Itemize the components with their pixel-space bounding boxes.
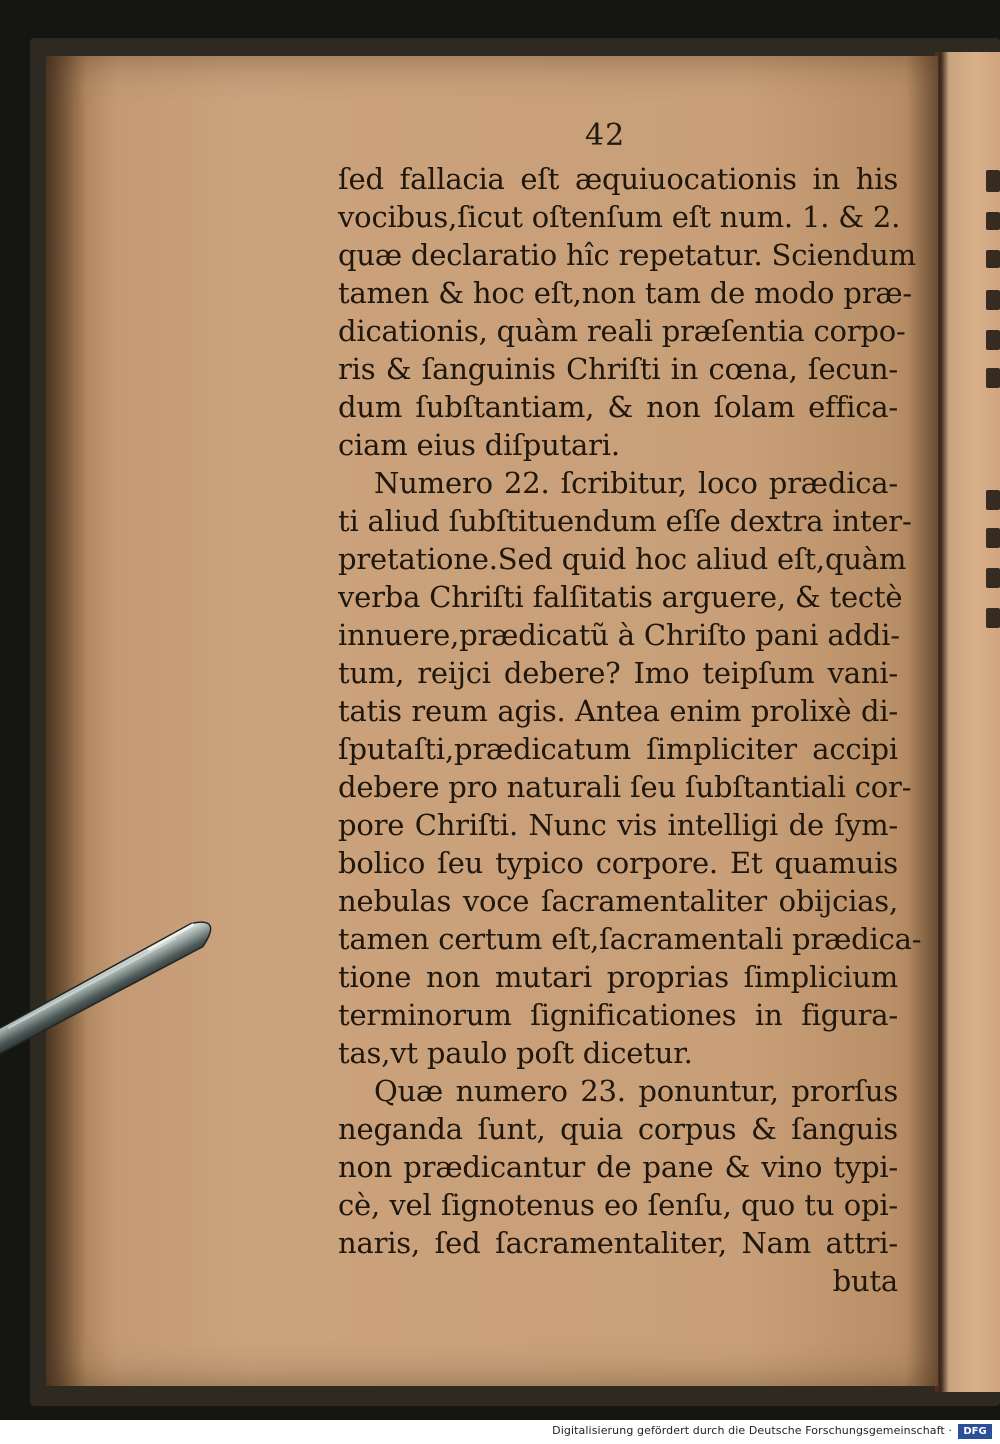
text-line: nebulas voce ſacramentaliter obijcias, <box>338 884 898 918</box>
footer-bar <box>0 1420 1000 1444</box>
text-line: quæ declaratio hîc repetatur. Sciendum <box>338 238 916 272</box>
text-line: cè, vel ſignotenus eo ſenſu, quo tu opi- <box>338 1188 898 1222</box>
text-line: tas,vt paulo poſt dicetur. <box>338 1036 693 1070</box>
text-line: verba Chriſti falſitatis arguere, & tectè <box>338 580 903 614</box>
text-line: tione non mutari proprias ſimplicium <box>338 960 898 994</box>
facing-page-text-fragments <box>956 150 1000 630</box>
text-line: vocibus,ſicut oſtenſum eſt num. 1. & 2. <box>338 200 901 234</box>
text-line: tum, reijci debere? Imo teipſum vani- <box>338 656 898 690</box>
text-line: Quæ numero 23. ponuntur, prorſus <box>374 1074 898 1108</box>
text-line: tamen & hoc eſt,non tam de modo præ- <box>338 276 913 310</box>
text-line: ris & ſanguinis Chriſti in cœna, ſecun- <box>338 352 898 386</box>
page-number: 42 <box>585 118 626 153</box>
dfg-logo: DFG <box>958 1424 992 1439</box>
text-line: ti aliud ſubſtituendum eſſe dextra inter- <box>338 504 912 538</box>
text-line: tamen certum eſt,ſacramentali prædica- <box>338 922 922 956</box>
text-line: naris, ſed ſacramentaliter, Nam attri- <box>338 1226 898 1260</box>
pointer-pen <box>0 905 260 1065</box>
text-line: dum ſubſtantiam, & non ſolam effica- <box>338 390 898 424</box>
text-line: innuere,prædicatũ à Chriſto pani addi- <box>338 618 900 652</box>
footer-credit: Digitalisierung gefördert durch die Deutsche Forschungsgemeinschaft · <box>552 1424 952 1437</box>
text-line: debere pro naturali ſeu ſubſtantiali cor- <box>338 770 912 804</box>
text-line: Numero 22. ſcribitur, loco prædica- <box>374 466 898 500</box>
text-line: pore Chriſti. Nunc vis intelligi de ſym- <box>338 808 898 842</box>
text-line: ſputaſti,prædicatum ſimpliciter accipi <box>338 732 898 766</box>
text-line: ſed fallacia eſt æquiuocationis in his <box>338 162 898 196</box>
text-line: non prædicantur de pane & vino typi- <box>338 1150 898 1184</box>
text-line: pretatione.Sed quid hoc aliud eſt,quàm <box>338 542 907 576</box>
text-line: ciam eius diſputari. <box>338 428 620 462</box>
text-line: terminorum ſignificationes in figura- <box>338 998 898 1032</box>
text-line: bolico ſeu typico corpore. Et quamuis <box>338 846 898 880</box>
text-line: buta <box>832 1264 898 1298</box>
page-gutter-shadow <box>46 56 86 1386</box>
text-line: dicationis, quàm reali præſentia corpo- <box>338 314 906 348</box>
text-line: neganda ſunt, quia corpus & ſanguis <box>338 1112 898 1146</box>
text-line: tatis reum agis. Antea enim prolixè di- <box>338 694 898 728</box>
page-text-block <box>338 160 922 1300</box>
